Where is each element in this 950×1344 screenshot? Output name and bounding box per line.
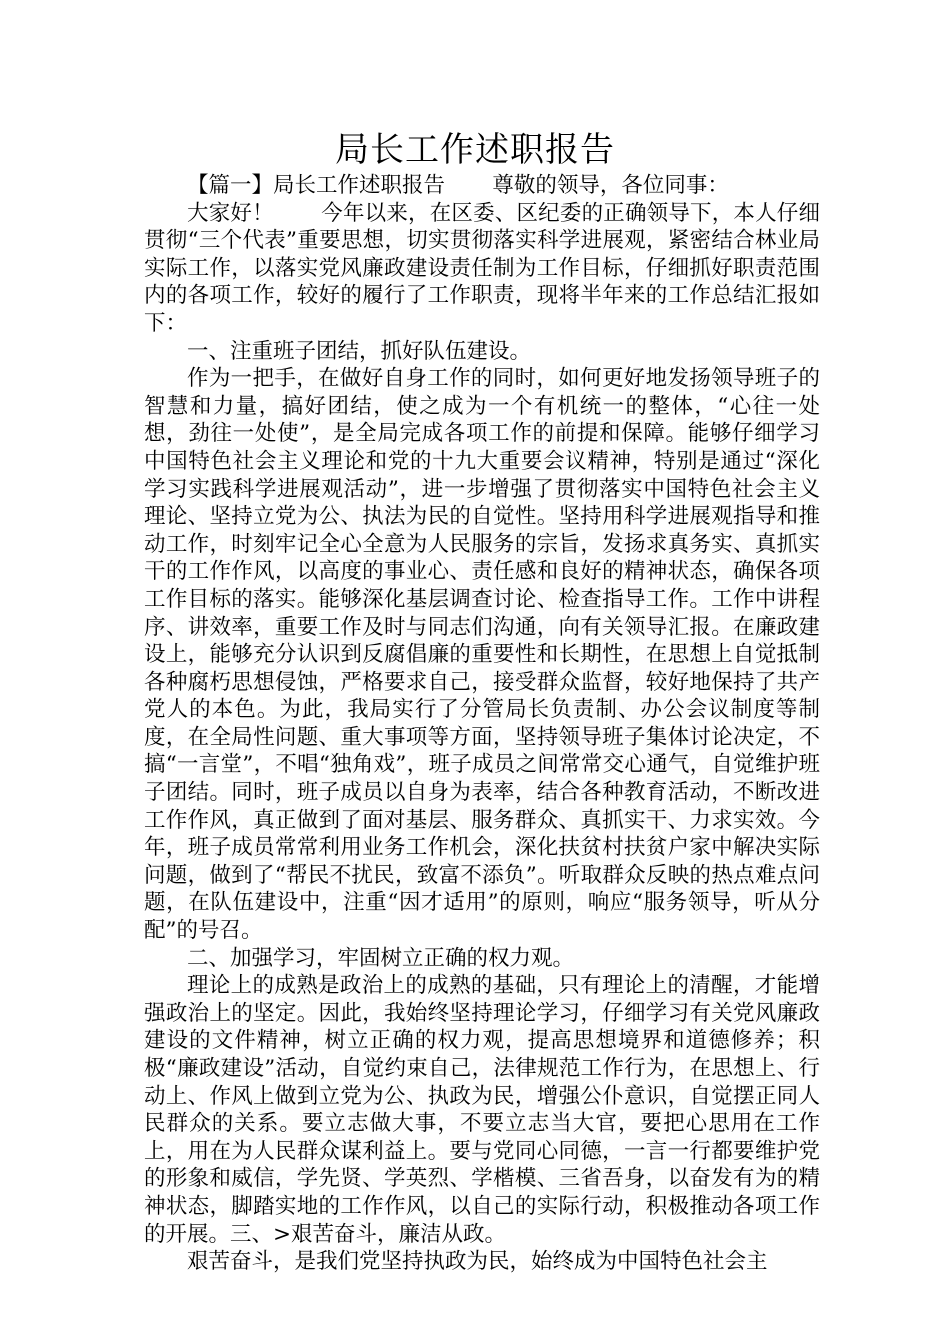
salutation: 尊敬的领导，各位同事： [492,173,729,198]
greeting: 大家好！ [187,200,274,226]
intro-heading: 【篇一】局长工作述职报告 [187,173,446,198]
intro-line [144,172,820,200]
paragraph: 作为一把手，在做好自身工作的同时，如何更好地发扬领导班子的智慧和力量，搞好团结，使之成为一个有机统一的整体，“心往一处想，劲往一处使”，是全局完成各项工作的前提和保障。能够仔细学习中国特色社会主义理论和党的十九大重要会议精神，特别是通过“深化学习实践科学进展观活动”，进一步增强了贯彻落实中国特色社会主义理论、坚持立党为公、执法为民的自觉性。坚持用科学进展观指导和推动工作，时刻牢记全心全意为人民服务的宗旨，发扬求真务实、真抓实干的工作作风，以高度的事业心、责任感和良好的精神状态，确保各项工作目标的落实。能够深化基层调查讨论、检查指导工作。工作中讲程序、讲效率，重要工作及时与同志们沟通，向有关领导汇报。在廉政建设上，能够充分认识到反腐倡廉的重要性和长期性，在思想上自觉抵制各种腐朽思想侵蚀，严格要求自己，接受群众监督，较好地保持了共产党人的本色。为此，我局实行了分管局长负责制、办公会议制度等制度，在全局性问题、重大事项等方面，坚持领导班子集体讨论决定，不搞“一言堂”，不唱“独角戏”，班子成员之间常常交心通气，自觉维护班子团结。同时，班子成员以自身为表率，结合各种教育活动，不断改进工作作风，真正做到了面对基层、服务群众、真抓实干、力求实效。今年，班子成员常常利用业务工作机会，深化扶贫村扶贫户家中解决实际问题，做到了“帮民不扰民，致富不添负”。听取群众反映的热点难点问题，在队伍建设中，注重“因才适用”的原则，响应“服务领导，听从分配”的号召。 [144,366,820,944]
paragraph: 艰苦奋斗，是我们党坚持执政为民，始终成为中国特色社会主 [187,1249,768,1275]
paragraph-text: 今年以来，在区委、区纪委的正确领导下，本人仔细贯彻“三个代表”重要思想，切实贯彻落实科学进展观，紧密结合林业局实际工作，以落实党风廉政建设责任制为工作目标，仔细抓好职责范围内的各项工作，较好的履行了工作职责，现将半年来的工作总结汇报如下： [144,200,820,336]
paragraph: 理论上的成熟是政治上的成熟的基础，只有理论上的清醒，才能增强政治上的坚定。因此，我始终坚持理论学习，仔细学习有关党风廉政建设的文件精神，树立正确的权力观，提高思想境界和道德修养；积极“廉政建设”活动，自觉约束自己，法律规范工作行为，在思想上、行动上、作风上做到立党为公、执政为民，增强公仆意识，自觉摆正同人民群众的关系。要立志做大事，不要立志当大官，要把心思用在工作上，用在为人民群众谋利益上。要与党同心同德，一言一行都要维护党的形象和威信，学先贤、学英烈、学楷模、三省吾身，以奋发有为的精神状态，脚踏实地的工作作风，以自己的实际行动，积极推动各项工作的开展。三、>艰苦奋斗，廉洁从政。 [144,973,820,1247]
document-title: 局长工作述职报告 [335,130,615,170]
document-body [144,172,820,1276]
section-heading: 一、注重班子团结，抓好队伍建设。 [187,338,532,364]
section-heading: 二、加强学习，牢固树立正确的权力观。 [187,945,575,971]
paragraph [144,200,820,338]
